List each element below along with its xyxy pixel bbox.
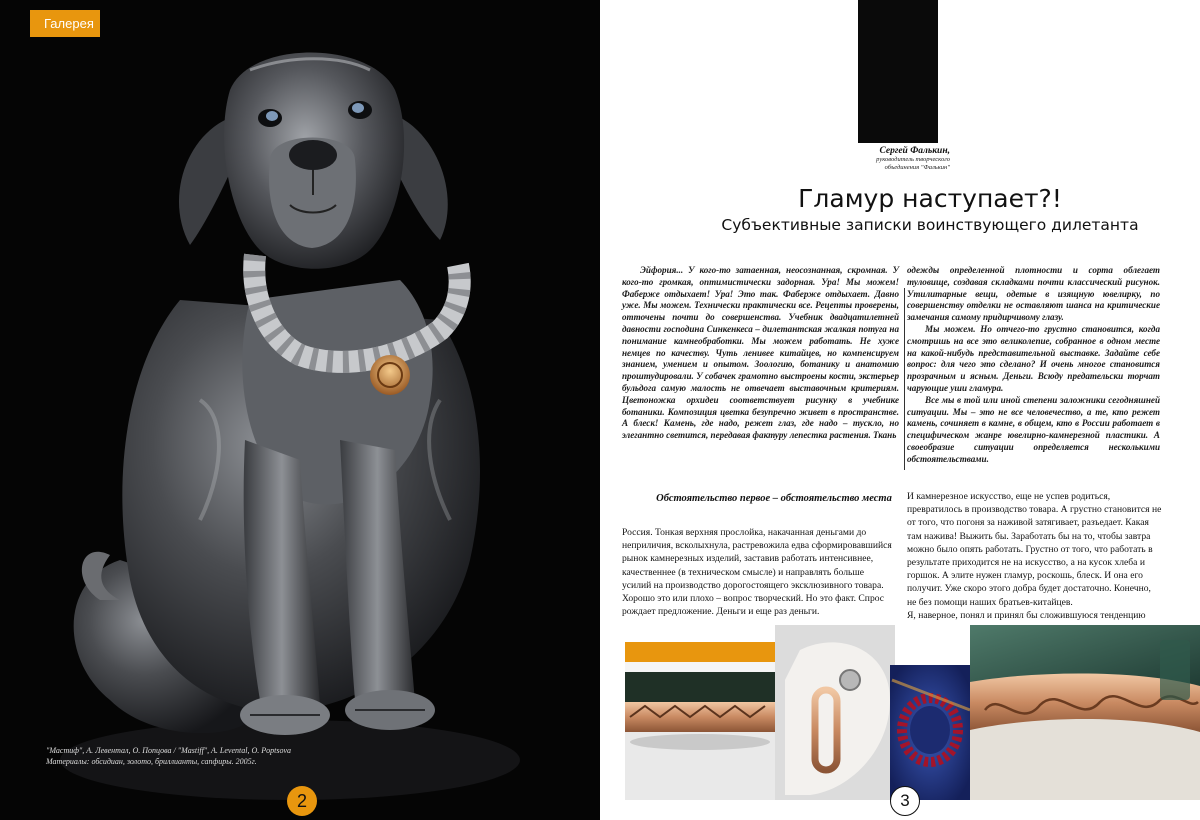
- jewelry-photo-dish: [970, 625, 1200, 800]
- caption-materials-line: Материалы: обсидиан, золото, бриллианты, сапфиры. 2005г.: [46, 757, 257, 766]
- author-role-line2: объединения "Фалькин": [884, 164, 950, 171]
- author-name: Сергей Фалькин,: [879, 146, 950, 156]
- intro-col2-paragraph-2: Мы можем. Но отчего-то грустно становится, когда смотришь на все это великолепие, собранное в одном месте на какой-нибудь представительной выставке. Задайте себе вопрос: для чего это сделано? И очень многое становится прозрачным и ясным. Деньги. Всюду предательски торчат чарующие уши гламура.: [907, 323, 1160, 393]
- author-block: [850, 146, 950, 172]
- section-tab-gallery: Галерея: [30, 10, 100, 37]
- page-number-right: 3: [890, 786, 920, 816]
- article-title: Гламур наступает?!: [798, 184, 1062, 213]
- author-role-line1: руководитель творческого: [876, 156, 950, 163]
- body-col2-paragraph-2: Я, наверное, понял и принял бы сложившуюся тенденцию: [907, 609, 1146, 621]
- gold-medallion: [370, 355, 410, 395]
- intro-column-2: [907, 265, 1160, 466]
- body-column-1: Россия. Тонкая верхняя прослойка, накачанная деньгами до неприличия, всколыхнула, растревожила едва сформировавшийся рынок камнерезных изделий, заставив работать интенсивнее, качественнее (в техническом смысле) и направлять больше усилий на производство дорогостоящего эксклюзивного товара. Хорошо это или плохо – вопрос творческий. Но это факт. Спрос рождает предложение. Деньги и еще раз деньги.: [622, 527, 892, 618]
- image-caption: [46, 745, 366, 767]
- intro-column-1: Эйфория... У кого-то затаенная, неосознанная, скромная. У кого-то громкая, оптимистически задорная. Ура! Мы можем! Фаберже отдыхает! Ура! Это так. Фаберже отдыхает. Давно уже. Мы можем. Технически практически все. Рецепты проверены, отточены почти до совершенства. Учебник двадцатилетней давности господина Синкенкеса – дилетантская жалкая потуга на понимание камнеобработки. Мы можем работать. Не хуже немцев по качеству. Чуть ленивее китайцев, но компенсируем знанием, умением и опытом. Зоологию, ботанику и анатомию проштудировали. У собачек грамотно выстроены кости, экстерьер бульдога самую малость не отвечает выставочным критериям. Цветоножка орхидеи соответствует рисунку в учебнике ботаники. Композиция цветка безупречно живет в пространстве. А блеск! Камень, где надо, режет глаз, где надо – тускло, но элегантно светится, передавая фактуру лепестка растения. Ткань: [622, 265, 899, 441]
- intro-col2-paragraph-3: Все мы в той или иной степени заложники сегодняшней ситуации. Мы – это не все человечество, а те, кто режет камень, сочиняет в камне, в общем, кто в России работает в специфическом жанре ювелирно-камнерезной пластики. А своеобразие ситуации определяется несколькими обстоятельствами.: [907, 394, 1160, 464]
- body-column-2: [907, 490, 1162, 622]
- page-number-left: 2: [287, 786, 317, 816]
- column-divider: [904, 288, 905, 470]
- intro-col2-paragraph-1: одежды определенной плотности и сорта облегает туловище, создавая складками почти классический рисунок. Утилитарные вещи, одетые в изящную ювелирку, по совершенству отделки не оставляют шанса на критические замечания самому придирчивому глазу.: [907, 265, 1160, 323]
- body-col2-paragraph-1: И камнерезное искусство, еще не успев родиться, превратилось в производство товара. А грустно становится не от того, что погоня за наживой затягивает, разъедает. Какая там нажива! Выжить бы. Заработать бы на то, чтобы завтра можно было опять работать. Грустно от того, что работать в результате приходится не на искусство, а на кусок хлеба и горшок. А элите нужен гламур, роскошь, блеск. И она его получит. Уже скоро этого добра будет достаточно. Конечно, не без помощи наших братьев-китайцев.: [907, 491, 1162, 608]
- right-page: [600, 0, 1200, 820]
- jewelry-photo-strip: [600, 620, 1200, 800]
- black-header-band: [858, 0, 938, 143]
- jewelry-photo-lapis-ring: [890, 665, 970, 800]
- article-subtitle: Субъективные записки воинствующего дилетанта: [721, 216, 1139, 234]
- jewelry-photo-box: [625, 662, 775, 800]
- section-heading: Обстоятельство первое – обстоятельство места: [656, 493, 892, 504]
- jewelry-photo-figurine: [775, 625, 895, 800]
- caption-title-line: "Мастиф", А. Левентал, О. Попцова / "Mastiff", A. Levental, O. Poptsova: [46, 746, 292, 755]
- dog-nose: [289, 140, 337, 170]
